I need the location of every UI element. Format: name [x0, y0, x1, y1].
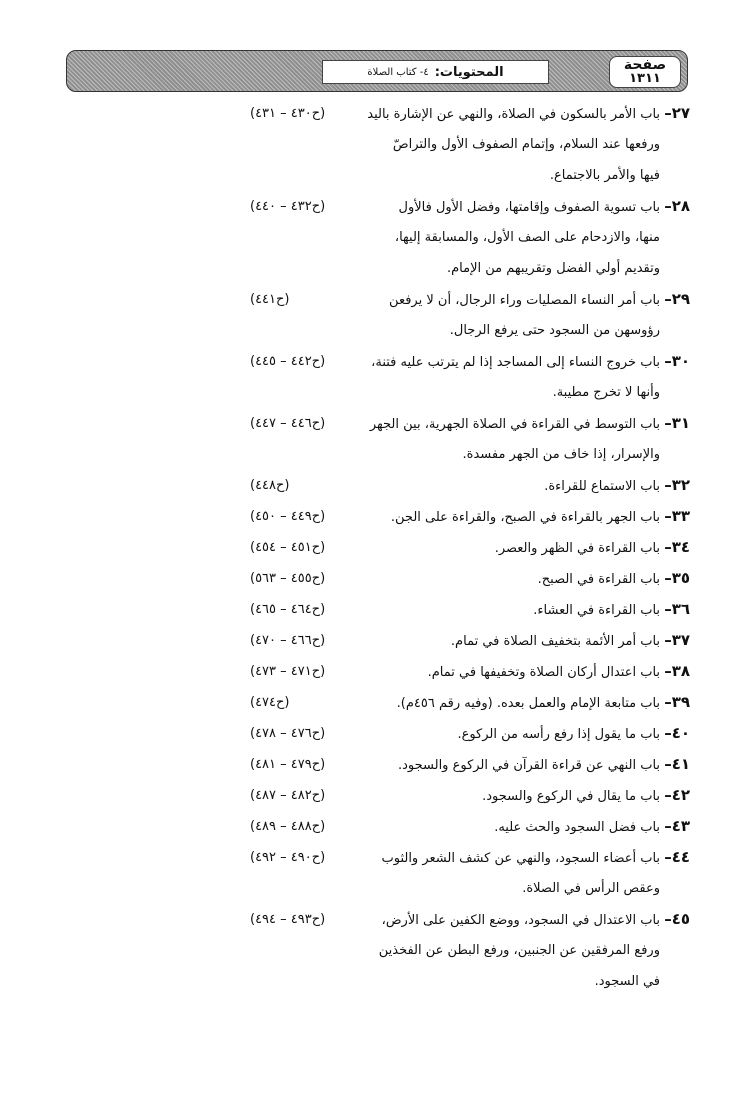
- toc-entry-text: وعقص الرأس في الصلاة.: [522, 881, 660, 896]
- toc-entry-hadith-range: (ح٤٣٠ – ٤٣١): [250, 106, 326, 121]
- header-title-box: [322, 60, 549, 84]
- toc-entry-line: [250, 315, 690, 346]
- toc-entry-text: ورفع المرفقين عن الجنبين، ورفع البطن عن الفخذين: [378, 943, 660, 958]
- toc-entry: [250, 470, 690, 501]
- toc-entry-text: باب فضل السجود والحث عليه.: [494, 820, 661, 835]
- toc-entry-text: في السجود.: [594, 974, 660, 989]
- toc-entry-number: ٤٤–: [664, 848, 690, 866]
- toc-entry-hadith-range: (ح٤٧٦ – ٤٧٨): [250, 726, 326, 741]
- toc-entry-number: ٣٧–: [664, 631, 690, 649]
- toc-entry-hadith-range: (ح٤٨٨ – ٤٨٩): [250, 819, 326, 834]
- toc-entry-line: [250, 129, 690, 160]
- toc-entry-text: باب اعتدال أركان الصلاة وتخفيفها في تمام.: [427, 665, 661, 680]
- toc-entry-number: ٤٢–: [664, 786, 690, 804]
- toc-entry-text: باب القراءة في الصبح.: [537, 572, 661, 587]
- toc-entry-hadith-range: (ح٤٧٤): [250, 695, 290, 710]
- toc-entry-text: باب أمر النساء المصليات وراء الرجال، أن لا يرفعن: [389, 293, 661, 308]
- toc-entry-hadith-range: (ح٤٧٩ – ٤٨١): [250, 757, 326, 772]
- toc-entry: [250, 563, 690, 594]
- toc-entry-text: باب متابعة الإمام والعمل بعده. (وفيه رقم ٤٥٦م).: [396, 696, 661, 711]
- toc-entry-line: [250, 873, 690, 904]
- toc-entry-line: [250, 284, 690, 315]
- toc-entry-hadith-range: (ح٤٨٢ – ٤٨٧): [250, 788, 326, 803]
- toc-entry-number: ٤٣–: [664, 817, 690, 835]
- page-number-box: [609, 56, 681, 88]
- toc-entry: [250, 191, 690, 284]
- toc-entry-text: باب التوسط في القراءة في الصلاة الجهرية، بين الجهر: [369, 417, 661, 432]
- toc-entry-text: باب القراءة في الظهر والعصر.: [494, 541, 661, 556]
- toc-entry-number: ٤٠–: [664, 724, 690, 742]
- toc-entry-hadith-range: (ح٤٥٥ – ٥٦٣): [250, 571, 326, 586]
- toc-entry: [250, 532, 690, 563]
- toc-entry-number: ٣٢–: [664, 476, 690, 494]
- toc-entry: [250, 346, 690, 408]
- toc-entry-text: باب الأمر بالسكون في الصلاة، والنهي عن الإشارة باليد: [367, 107, 661, 122]
- toc-entry-number: ٣٥–: [664, 569, 690, 587]
- toc-entry-line: [250, 377, 690, 408]
- toc-entry-text: فيها والأمر بالاجتماع.: [549, 168, 660, 183]
- toc-entry-line: [250, 470, 690, 501]
- toc-entry-line: [250, 966, 690, 997]
- toc-entry-number: ٤٥–: [664, 910, 690, 928]
- toc-entry-text: وأنها لا تخرج مطيبة.: [552, 385, 660, 400]
- toc-entry-text: رؤوسهن من السجود حتى يرفع الرجال.: [449, 323, 660, 338]
- toc-entry-line: [250, 222, 690, 253]
- toc-entry-hadith-range: (ح٤٤٩ – ٤٥٠): [250, 509, 326, 524]
- page-number: ١٣١١: [629, 71, 661, 86]
- toc-entry-line: [250, 160, 690, 191]
- toc-entry: [250, 687, 690, 718]
- toc-entry-number: ٣٩–: [664, 693, 690, 711]
- toc-entry-text: والإسرار، إذا خاف من الجهر مفسدة.: [462, 447, 660, 462]
- toc-entry: [250, 656, 690, 687]
- toc-entry-hadith-range: (ح٤٤٦ – ٤٤٧): [250, 416, 326, 431]
- toc-entry: [250, 284, 690, 346]
- toc-entry: [250, 594, 690, 625]
- toc-entry-number: ٣٠–: [664, 352, 690, 370]
- toc-entry-number: ٣٤–: [664, 538, 690, 556]
- toc-entry-hadith-range: (ح٤٩٣ – ٤٩٤): [250, 912, 326, 927]
- toc-entry-hadith-range: (ح٤٤١): [250, 292, 290, 307]
- toc-entry-text: باب الجهر بالقراءة في الصبح، والقراءة على الجن.: [390, 510, 661, 525]
- toc-entry: [250, 625, 690, 656]
- toc-entry-text: باب ما يقال في الركوع والسجود.: [482, 789, 661, 804]
- toc-entry-hadith-range: (ح٤٦٤ – ٤٦٥): [250, 602, 326, 617]
- page-header: [66, 50, 688, 92]
- toc-entry-hadith-range: (ح٤٩٠ – ٤٩٢): [250, 850, 326, 865]
- toc-entry: [250, 749, 690, 780]
- toc-entry-text: ورفعها عند السلام، وإتمام الصفوف الأول والتراصّ: [392, 137, 660, 152]
- page-label: صفحة: [623, 57, 667, 73]
- toc-entry-number: ٣١–: [664, 414, 690, 432]
- toc-entry-number: ٣٦–: [664, 600, 690, 618]
- toc-entry-hadith-range: (ح٤٤٨): [250, 478, 290, 493]
- toc-entry-line: [250, 935, 690, 966]
- toc-entry-text: باب القراءة في العشاء.: [533, 603, 661, 618]
- header-subtitle: ٤- كتاب الصلاة: [367, 66, 429, 78]
- toc-entry-number: ٤١–: [664, 755, 690, 773]
- toc-entry-hadith-range: (ح٤٥١ – ٤٥٤): [250, 540, 326, 555]
- toc-entry-text: باب أمر الأئمة بتخفيف الصلاة في تمام.: [450, 634, 661, 649]
- toc-entry-line: [250, 439, 690, 470]
- toc-entry-number: ٣٨–: [664, 662, 690, 680]
- toc-entry-text: باب النهي عن قراءة القرآن في الركوع والسجود.: [397, 758, 661, 773]
- toc-entry-text: منها، والازدحام على الصف الأول، والمسابقة إليها،: [394, 230, 660, 245]
- toc-entry-text: باب الاستماع للقراءة.: [544, 479, 661, 494]
- toc-entry-hadith-range: (ح٤٣٢ – ٤٤٠): [250, 199, 326, 214]
- toc-entry-hadith-range: (ح٤٦٦ – ٤٧٠): [250, 633, 326, 648]
- toc-entry: [250, 842, 690, 904]
- toc-entry-number: ٣٣–: [664, 507, 690, 525]
- toc-entry: [250, 811, 690, 842]
- toc-entry: [250, 98, 690, 191]
- toc-entry-number: ٢٨–: [664, 197, 690, 215]
- toc-entry: [250, 904, 690, 997]
- toc-entry: [250, 780, 690, 811]
- header-title: المحتويات:: [434, 64, 504, 80]
- toc-entry: [250, 718, 690, 749]
- toc-entry-number: ٢٩–: [664, 290, 690, 308]
- toc-entry-text: باب ما يقول إذا رفع رأسه من الركوع.: [457, 727, 661, 742]
- toc-entry-line: [250, 687, 690, 718]
- toc-entry: [250, 408, 690, 470]
- toc-entry-text: باب أعضاء السجود، والنهي عن كشف الشعر والثوب: [381, 851, 661, 866]
- toc-entry-text: باب خروج النساء إلى المساجد إذا لم يترتب عليه فتنة،: [371, 355, 661, 370]
- toc-entry-hadith-range: (ح٤٧١ – ٤٧٣): [250, 664, 326, 679]
- toc-entry-text: باب تسوية الصفوف وإقامتها، وفضل الأول فالأول: [398, 200, 661, 215]
- toc-entry: [250, 501, 690, 532]
- toc-entry-line: [250, 253, 690, 284]
- toc-entry-text: وتقديم أولي الفضل وتقريبهم من الإمام.: [446, 261, 660, 276]
- toc-entry-text: باب الاعتدال في السجود، ووضع الكفين على الأرض،: [381, 913, 661, 928]
- toc-entry-hadith-range: (ح٤٤٢ – ٤٤٥): [250, 354, 326, 369]
- table-of-contents: [250, 98, 690, 997]
- toc-entry-number: ٢٧–: [664, 104, 690, 122]
